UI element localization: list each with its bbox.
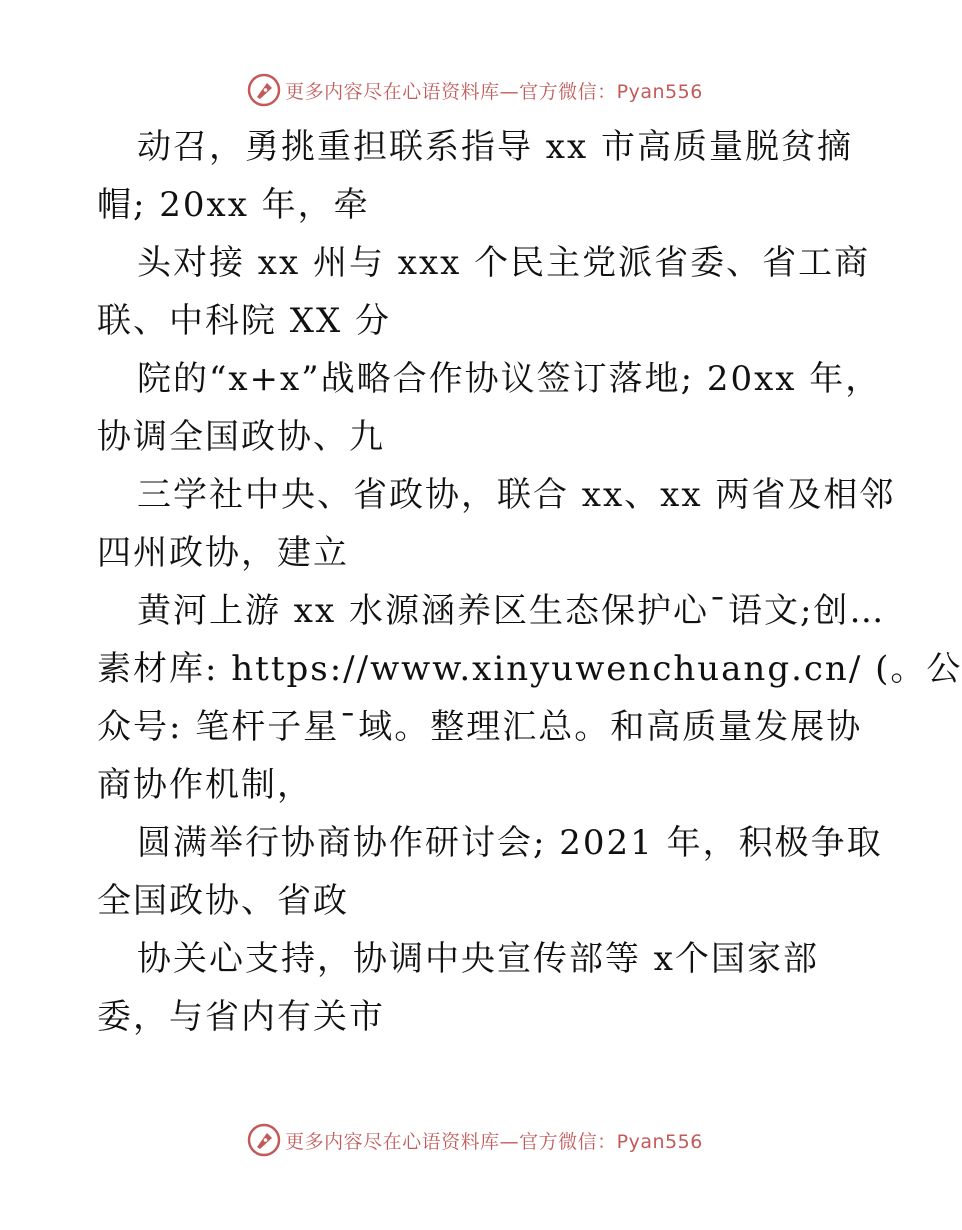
text-line: 全国政协、省政 bbox=[97, 881, 349, 921]
text-line: 动召，勇挑重担联系指导 xx 市高质量脱贫摘 bbox=[137, 127, 853, 167]
text-line: 院的“x+x”战略合作协议签订落地; 20xx 年， bbox=[137, 359, 882, 399]
pen-nib-icon bbox=[247, 1123, 281, 1157]
text-line: 头对接 xx 州与 xxx 个民主党派省委、省工商 bbox=[137, 243, 871, 283]
header-watermark bbox=[0, 70, 950, 110]
text-line: 众号: 笔杆子星¯域。整理汇总。和高质量发展协 bbox=[97, 707, 863, 747]
text-line: 素材库: https://www.xinyuwenchuang.cn/ (。公 bbox=[97, 649, 962, 689]
pen-nib-icon bbox=[247, 73, 281, 107]
text-line: 委，与省内有关市 bbox=[97, 997, 385, 1037]
watermark-text: 更多内容尽在心语资料库—官方微信：Pyan556 bbox=[285, 80, 703, 103]
text-line: 圆满举行协商协作研讨会; 2021 年，积极争取 bbox=[137, 823, 883, 863]
text-line: 黄河上游 xx 水源涵养区生态保护心¯语文;创… bbox=[137, 591, 886, 631]
text-line: 四州政协，建立 bbox=[97, 533, 349, 573]
footer-watermark bbox=[0, 1120, 950, 1160]
text-line: 联、中科院 XX 分 bbox=[97, 301, 392, 341]
document-body bbox=[97, 118, 962, 1046]
watermark-text: 更多内容尽在心语资料库—官方微信：Pyan556 bbox=[285, 1130, 703, 1153]
text-line: 协关心支持，协调中央宣传部等 x个国家部 bbox=[137, 939, 819, 979]
text-line: 三学社中央、省政协，联合 xx、xx 两省及相邻 bbox=[137, 475, 896, 515]
text-line: 协调全国政协、九 bbox=[97, 417, 385, 457]
text-line: 商协作机制， bbox=[97, 765, 313, 805]
text-line: 帽; 20xx 年，牵 bbox=[97, 185, 370, 225]
